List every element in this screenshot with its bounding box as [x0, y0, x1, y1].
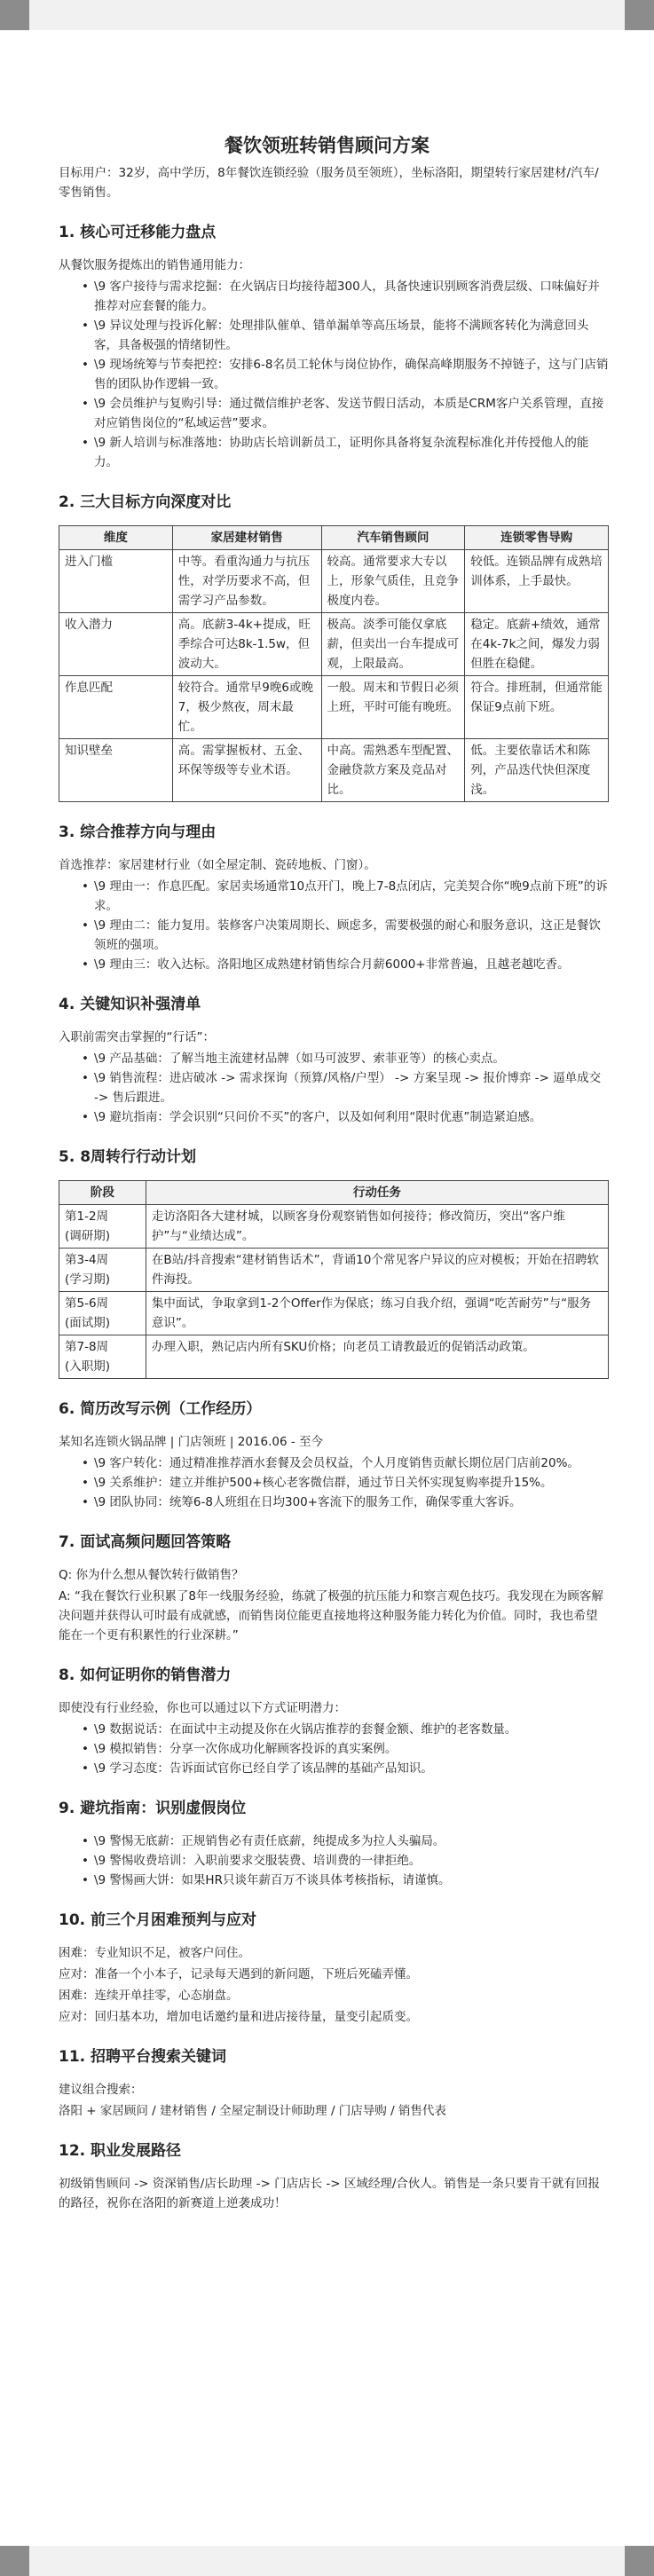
section-9-heading: 9. 避坑指南：识别虚假岗位 — [59, 1800, 247, 1817]
section-1-lead: 从餐饮服务提炼出的销售通用能力： — [59, 258, 250, 272]
table-cell: 第3-4周 (学习期) — [59, 1249, 146, 1292]
section-4-list — [59, 1049, 609, 1127]
table-cell: 知识壁垒 — [59, 739, 173, 802]
intro-paragraph: 目标用户：32岁，高中学历，8年餐饮连锁经验（服务员至领班），坐标洛阳，期望转行家居建材/汽车/零售销售。 — [59, 166, 599, 200]
table-cell: 收入潜力 — [59, 613, 173, 676]
table-row — [59, 676, 609, 739]
table-row — [59, 739, 609, 802]
table-header-row — [59, 1181, 609, 1205]
list-item: • \9 异议处理与投诉化解：处理排队催单、错单漏单等高压场景，能将不满顾客转化为满意回头客，具备极强的情绪韧性。 — [94, 316, 609, 355]
table-header-cell: 行动任务 — [146, 1181, 608, 1205]
table-cell: 高。需掌握板材、五金、环保等级等专业术语。 — [172, 739, 321, 802]
section-9-list — [59, 1832, 609, 1890]
table-cell: 在B站/抖音搜索“建材销售话术”，背诵10个常见客户异议的应对模板；开始在招聘软件海投。 — [146, 1249, 608, 1292]
response-line: 应对：回归基本功，增加电话邀约量和进店接待量，量变引起质变。 — [59, 2010, 418, 2024]
section-1-list — [59, 277, 609, 472]
section-3-lead: 首选推荐：家居建材行业（如全屋定制、瓷砖地板、门窗）。 — [59, 858, 376, 872]
list-item: • \9 客户接待与需求挖掘：在火锅店日均接待超300人，具备快速识别顾客消费层级、口味偏好并推荐对应套餐的能力。 — [94, 277, 609, 316]
table-header-cell: 汽车销售顾问 — [321, 526, 465, 550]
table-cell: 较符合。通常早9晚6或晚7，极少熬夜，周末最忙。 — [172, 676, 321, 739]
difficulty-line: 困难：专业知识不足，被客户问住。 — [59, 1946, 250, 1960]
top-bar — [0, 0, 654, 30]
section-8-heading: 8. 如何证明你的销售潜力 — [59, 1666, 232, 1684]
section-3-heading: 3. 综合推荐方向与理由 — [59, 823, 217, 841]
comparison-table — [59, 525, 609, 802]
list-item: • \9 警惕无底薪：正规销售必有责任底薪，纯提成多为拉人头骗局。 — [94, 1832, 609, 1851]
table-cell: 高。底薪3-4k+提成，旺季综合可达8k-1.5w，但波动大。 — [172, 613, 321, 676]
top-bar-right-edge — [625, 0, 654, 30]
table-cell: 第1-2周 (调研期) — [59, 1205, 146, 1249]
section-4-heading: 4. 关键知识补强清单 — [59, 996, 201, 1013]
list-item: • \9 数据说话：在面试中主动提及你在火锅店推荐的套餐金额、维护的老客数量。 — [94, 1720, 609, 1739]
table-row — [59, 1205, 609, 1249]
response-line: 应对：准备一个小本子，记录每天遇到的新问题，下班后死磕弄懂。 — [59, 1967, 418, 1981]
list-item: • \9 团队协同：统筹6-8人班组在日均300+客流下的服务工作，确保零重大客诉。 — [94, 1493, 609, 1512]
search-keywords: 洛阳 + 家居顾问 / 建材销售 / 全屋定制设计师助理 / 门店导购 / 销售代表 — [59, 2104, 446, 2118]
table-cell: 稳定。底薪+绩效，通常在4k-7k之间，爆发力弱但胜在稳健。 — [465, 613, 609, 676]
section-11-lead: 建议组合搜索： — [59, 2083, 143, 2097]
section-4-lead: 入职前需突击掌握的“行话”： — [59, 1030, 215, 1044]
list-item: • \9 关系维护：建立并维护500+核心老客微信群，通过节日关怀实现复购率提升15%。 — [94, 1473, 609, 1493]
table-cell: 中等。看重沟通力与抗压性，对学历要求不高，但需学习产品参数。 — [172, 550, 321, 613]
list-item: • \9 现场统筹与节奏把控：安排6-8名员工轮休与岗位协作，确保高峰期服务不掉链子，这与门店销售的团队协作逻辑一致。 — [94, 355, 609, 394]
table-cell: 一般。周末和节假日必须上班，平时可能有晚班。 — [321, 676, 465, 739]
table-row — [59, 613, 609, 676]
section-2-heading: 2. 三大目标方向深度对比 — [59, 493, 232, 511]
document-body — [59, 124, 609, 2215]
table-cell: 走访洛阳各大建材城，以顾客身份观察销售如何接待；修改简历，突出“客户维护”与“业绩达成”。 — [146, 1205, 608, 1249]
list-item: • \9 新人培训与标准落地：协助店长培训新员工，证明你具备将复杂流程标准化并传授他人的能力。 — [94, 433, 609, 472]
table-cell: 第5-6周 (面试期) — [59, 1292, 146, 1335]
document-title: 餐饮领班转销售顾问方案 — [225, 135, 429, 156]
list-item: • \9 避坑指南：学会识别“只问价不买”的客户，以及如何利用“限时优惠”制造紧迫感。 — [94, 1107, 609, 1127]
list-item: • \9 警惕收费培训：入职前要求交服装费、培训费的一律拒绝。 — [94, 1851, 609, 1871]
bottom-bar-right-edge — [625, 2546, 654, 2576]
table-cell: 作息匹配 — [59, 676, 173, 739]
section-8-list — [59, 1720, 609, 1778]
section-10-heading: 10. 前三个月困难预判与应对 — [59, 1911, 257, 1929]
table-cell: 低。主要依靠话术和陈列，产品迭代快但深度浅。 — [465, 739, 609, 802]
interview-question: Q: 你为什么想从餐饮转行做销售？ — [59, 1568, 244, 1582]
table-row — [59, 550, 609, 613]
table-header-cell: 家居建材销售 — [172, 526, 321, 550]
table-row — [59, 1335, 609, 1379]
list-item: • \9 会员维护与复购引导：通过微信维护老客、发送节假日活动，本质是CRM客户关系管理，直接对应销售岗位的“私域运营”要求。 — [94, 394, 609, 433]
section-1-heading: 1. 核心可迁移能力盘点 — [59, 224, 217, 241]
list-item: • \9 理由三：收入达标。洛阳地区成熟建材销售综合月薪6000+非常普遍，且越老越吃香。 — [94, 955, 609, 974]
table-header-cell: 阶段 — [59, 1181, 146, 1205]
table-cell: 较低。连锁品牌有成熟培训体系，上手最快。 — [465, 550, 609, 613]
table-header-row — [59, 526, 609, 550]
list-item: • \9 理由一：作息匹配。家居卖场通常10点开门，晚上7-8点闭店，完美契合你“晚9点前下班”的诉求。 — [94, 877, 609, 916]
section-5-heading: 5. 8周转行行动计划 — [59, 1148, 197, 1166]
table-cell: 第7-8周 (入职期) — [59, 1335, 146, 1379]
table-cell: 集中面试，争取拿到1-2个Offer作为保底；练习自我介绍，强调“吃苦耐劳”与“服务意识”。 — [146, 1292, 608, 1335]
bottom-bar — [0, 2546, 654, 2576]
list-item: • \9 理由二：能力复用。装修客户决策周期长、顾虑多，需要极强的耐心和服务意识，这正是餐饮领班的强项。 — [94, 916, 609, 955]
section-7-heading: 7. 面试高频问题回答策略 — [59, 1533, 232, 1551]
difficulty-line: 困难：连续开单挂零，心态崩盘。 — [59, 1989, 239, 2003]
table-cell: 符合。排班制，但通常能保证9点前下班。 — [465, 676, 609, 739]
table-cell: 进入门槛 — [59, 550, 173, 613]
bottom-bar-strip — [29, 2546, 625, 2576]
table-cell: 极高。淡季可能仅拿底薪，但卖出一台车提成可观，上限最高。 — [321, 613, 465, 676]
table-row — [59, 1249, 609, 1292]
list-item: • \9 学习态度：告诉面试官你已经自学了该品牌的基础产品知识。 — [94, 1759, 609, 1778]
interview-answer: A: “我在餐饮行业积累了8年一线服务经验，练就了极强的抗压能力和察言观色技巧。我发现在为顾客解决问题并获得认可时最有成就感，而销售岗位能更直接地将这种服务能力转化为价值。同时，我也希望能在一个更有积累性的行业深耕。” — [59, 1589, 603, 1642]
section-6-lead: 某知名连锁火锅品牌 | 门店领班 | 2016.06 - 至今 — [59, 1435, 324, 1449]
list-item: • \9 产品基础：了解当地主流建材品牌（如马可波罗、索菲亚等）的核心卖点。 — [94, 1049, 609, 1068]
action-plan-table — [59, 1180, 609, 1379]
list-item: • \9 销售流程：进店破冰 -> 需求探询（预算/风格/户型） -> 方案呈现 -> 报价博弈 -> 逼单成交 -> 售后跟进。 — [94, 1068, 609, 1107]
top-bar-strip — [29, 0, 625, 30]
list-item: • \9 警惕画大饼：如果HR只谈年薪百万不谈具体考核指标，请谨慎。 — [94, 1871, 609, 1890]
table-cell: 中高。需熟悉车型配置、金融贷款方案及竞品对比。 — [321, 739, 465, 802]
table-cell: 较高。通常要求大专以上，形象气质佳，且竞争极度内卷。 — [321, 550, 465, 613]
table-cell: 办理入职，熟记店内所有SKU价格；向老员工请教最近的促销活动政策。 — [146, 1335, 608, 1379]
section-12-heading: 12. 职业发展路径 — [59, 2142, 182, 2160]
section-3-list — [59, 877, 609, 974]
top-bar-left-edge — [0, 0, 29, 30]
list-item: • \9 模拟销售：分享一次你成功化解顾客投诉的真实案例。 — [94, 1739, 609, 1759]
list-item: • \9 客户转化：通过精准推荐酒水套餐及会员权益，个人月度销售贡献长期位居门店前20%。 — [94, 1453, 609, 1473]
section-6-list — [59, 1453, 609, 1512]
table-row — [59, 1292, 609, 1335]
section-6-heading: 6. 简历改写示例（工作经历） — [59, 1400, 262, 1418]
career-path-text: 初级销售顾问 -> 资深销售/店长助理 -> 门店店长 -> 区域经理/合伙人。销售是一条只要肯干就有回报的路径，祝你在洛阳的新赛道上逆袭成功！ — [59, 2177, 600, 2210]
section-11-heading: 11. 招聘平台搜索关键词 — [59, 2048, 227, 2066]
section-8-lead: 即使没有行业经验，你也可以通过以下方式证明潜力： — [59, 1701, 346, 1715]
table-header-cell: 维度 — [59, 526, 173, 550]
bottom-bar-left-edge — [0, 2546, 29, 2576]
table-header-cell: 连锁零售导购 — [465, 526, 609, 550]
